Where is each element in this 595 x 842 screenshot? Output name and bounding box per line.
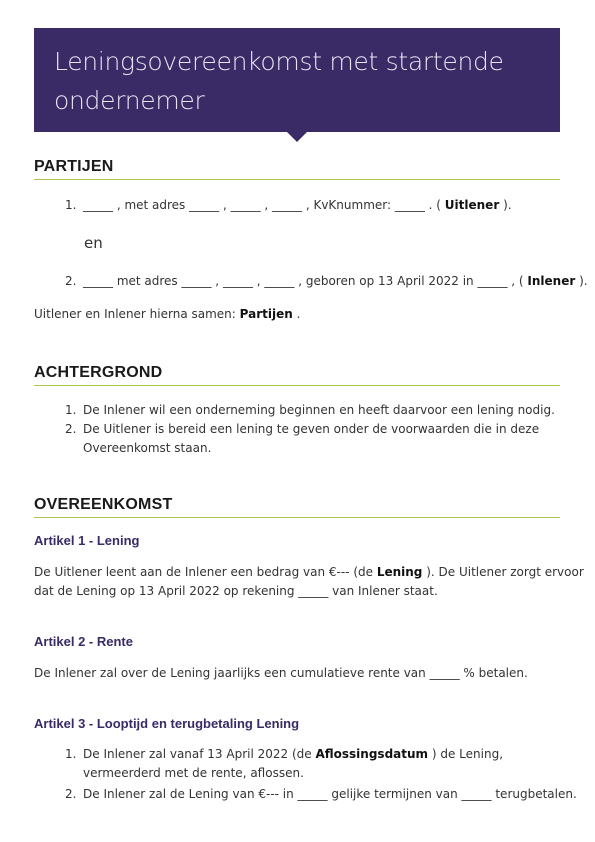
connector-text: en — [84, 234, 103, 252]
article-1-line-1 — [34, 563, 584, 582]
parties-summary — [34, 305, 300, 324]
article-3-item-2-text: De Inlener zal de Lening van €--- in _____ gelijke termijnen van _____ terugbetalen. — [83, 787, 577, 801]
party-2-text: _____ met adres _____ , _____ , _____ , geboren op 13 April 2022 in _____ , ( — [83, 274, 528, 288]
list-number: 2. — [65, 274, 77, 288]
list-number: 1. — [65, 403, 77, 417]
banner-pointer — [287, 132, 307, 142]
article-3-item-1-cont: ) de Lening, — [428, 747, 504, 761]
background-item-1 — [65, 401, 555, 420]
section-heading-achtergrond: ACHTERGROND — [34, 364, 560, 386]
background-2-line-2: Overeenkomst staan. — [83, 441, 212, 455]
party-1-close: ). — [499, 198, 512, 212]
section-heading-overeenkomst: OVEREENKOMST — [34, 496, 560, 518]
list-number: 2. — [65, 787, 77, 801]
title-line-1: Leningsovereenkomst met startende — [54, 47, 504, 76]
party-2-role: Inlener — [527, 274, 576, 288]
article-3-item-1-text: De Inlener zal vanaf 13 April 2022 (de — [83, 747, 316, 761]
summary-defined-term: Partijen — [239, 307, 293, 321]
list-number: 1. — [65, 198, 77, 212]
title-line-2: ondernemer — [54, 86, 205, 115]
article-2-text: De Inlener zal over de Lening jaarlijks een cumulatieve rente van _____ % betalen. — [34, 666, 528, 680]
party-1-role: Uitlener — [444, 198, 500, 212]
article-3-title: Artikel 3 - Looptijd en terugbetaling Lening — [34, 716, 300, 731]
background-2-line-1: De Uitlener is bereid een lening te geven onder de voorwaarden die in deze — [83, 422, 540, 436]
party-item-2 — [65, 272, 588, 291]
party-item-1 — [65, 196, 512, 215]
article-3-defined-term: Aflossingsdatum — [315, 747, 429, 761]
list-number: 2. — [65, 422, 77, 436]
document-title — [54, 42, 540, 120]
article-3-item-1 — [65, 745, 504, 780]
article-3-item-1-line-2: vermeerderd met de rente, aflossen. — [83, 766, 304, 780]
article-1-line-2: dat de Lening op 13 April 2022 op rekening _____ van Inlener staat. — [34, 584, 438, 598]
title-banner — [34, 28, 560, 132]
article-1-title: Artikel 1 - Lening — [34, 533, 140, 548]
list-number: 1. — [65, 747, 77, 761]
article-1-text-cont: ). De Uitlener zorgt ervoor — [422, 565, 584, 579]
section-heading-partijen: PARTIJEN — [34, 158, 560, 180]
background-item-2 — [65, 420, 540, 455]
article-1-text: De Uitlener leent aan de Inlener een bedrag van €--- (de — [34, 565, 377, 579]
article-3-item-2 — [65, 785, 577, 804]
party-2-close: ). — [575, 274, 588, 288]
article-2-title: Artikel 2 - Rente — [34, 634, 133, 649]
background-1-text: De Inlener wil een onderneming beginnen en heeft daarvoor een lening nodig. — [83, 403, 555, 417]
party-1-text: _____ , met adres _____ , _____ , _____ , KvKnummer: _____ . ( — [83, 198, 445, 212]
article-1-defined-term: Lening — [376, 565, 423, 579]
summary-text: Uitlener en Inlener hierna samen: — [34, 307, 240, 321]
summary-close: . — [292, 307, 301, 321]
